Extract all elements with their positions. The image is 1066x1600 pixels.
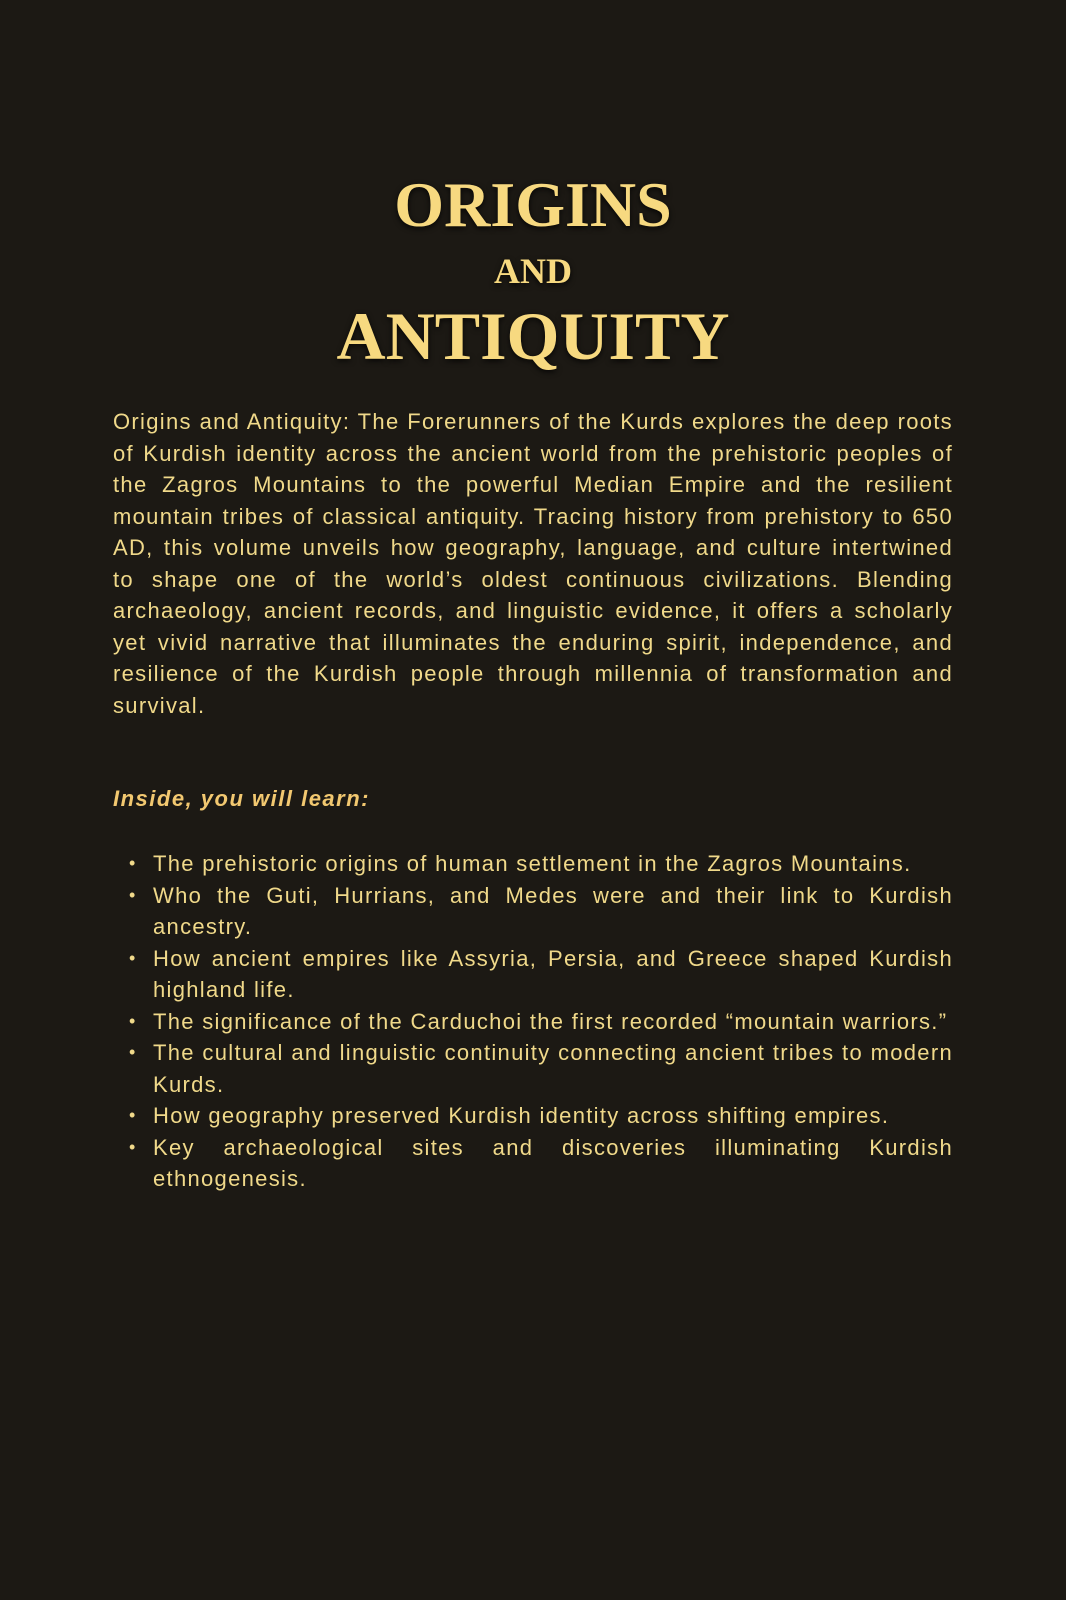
title-line-antiquity: ANTIQUITY [336, 298, 730, 375]
learn-list [129, 848, 953, 1195]
book-title [0, 166, 1066, 374]
list-item [129, 943, 953, 1006]
list-item-text: How geography preserved Kurdish identity across shifting empires. [153, 1103, 890, 1128]
list-item-text: Key archaeological sites and discoveries illuminating Kurdish ethnogenesis. [153, 1134, 953, 1191]
list-item-text: The significance of the Carduchoi the first recorded “mountain warriors.” [153, 1008, 948, 1034]
list-item-text: Who the Guti, Hurrians, and Medes were and their link to Kurdish ancestry. [153, 882, 953, 939]
list-item [129, 880, 953, 943]
list-item [129, 1100, 953, 1132]
list-item-text: The prehistoric origins of human settlement in the Zagros Mountains. [153, 851, 912, 876]
bullet-icon: • [129, 1010, 137, 1031]
list-item-text: How ancient empires like Assyria, Persia, and Greece shaped Kurdish highland life. [153, 945, 953, 1002]
bullet-icon: • [129, 884, 137, 905]
title-line-and: AND [494, 251, 572, 292]
list-item [129, 848, 953, 880]
list-item [129, 1006, 953, 1038]
bullet-icon: • [129, 1136, 137, 1157]
bullet-icon: • [129, 947, 137, 968]
bullet-icon: • [129, 853, 137, 873]
title-line-origins: ORIGINS [394, 169, 672, 241]
learn-heading: Inside, you will learn: [113, 786, 370, 811]
list-item [129, 1132, 953, 1195]
list-item [129, 1037, 953, 1100]
book-description: Origins and Antiquity: The Forerunners of the Kurds explores the deep roots of Kurdish identity across the ancient world from the prehistoric peoples of the Zagros Mountains to the powerful Median Empire and the resilient mountain tribes of classical antiquity. Tracing history from prehistory to 650 AD, this volume unveils how geography, language, and culture intertwined to shape one of the world’s oldest continuous civilizations. Blending archaeology, ancient records, and linguistic evidence, it offers a scholarly yet vivid narrative that illuminates the enduring spirit, independence, and resilience of the Kurdish people through millennia of transformation and survival. [113, 409, 953, 718]
bullet-icon: • [129, 1042, 137, 1062]
bullet-icon: • [129, 1105, 137, 1125]
list-item-text: The cultural and linguistic continuity connecting ancient tribes to modern Kurds. [153, 1040, 953, 1097]
